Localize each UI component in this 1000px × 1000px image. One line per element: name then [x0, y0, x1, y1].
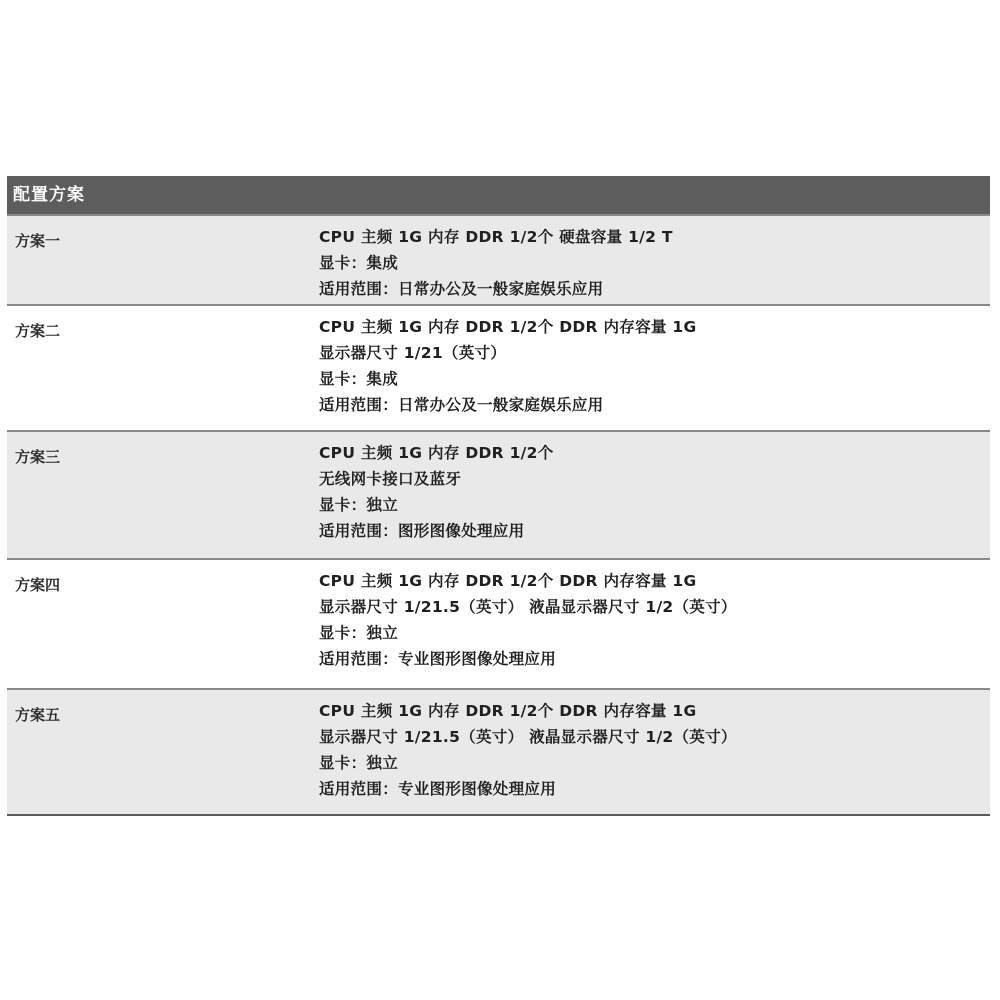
table-row	[7, 430, 990, 558]
row-line: 显示器尺寸 1/21（英寸）	[319, 344, 507, 362]
row-line: 显卡：集成	[319, 370, 399, 388]
row-line: 适用范围：专业图形图像处理应用	[319, 650, 557, 668]
row-line: 显示器尺寸 1/21.5（英寸） 液晶显示器尺寸 1/2（英寸）	[319, 598, 737, 616]
row-line: CPU 主频 1G 内存 DDR 1/2个 DDR 内存容量 1G	[319, 318, 697, 336]
table-row	[7, 688, 990, 814]
row-label: 方案五	[15, 706, 61, 724]
row-line: CPU 主频 1G 内存 DDR 1/2个 DDR 内存容量 1G	[319, 572, 697, 590]
row-label: 方案四	[15, 576, 61, 594]
row-label: 方案三	[15, 448, 61, 466]
table-row	[7, 214, 990, 304]
row-line: 显卡：集成	[319, 254, 399, 272]
config-table	[7, 176, 990, 816]
row-line: 显卡：独立	[319, 496, 399, 514]
row-line: CPU 主频 1G 内存 DDR 1/2个	[319, 444, 554, 462]
row-line: 适用范围：日常办公及一般家庭娱乐应用	[319, 396, 604, 414]
row-body	[313, 560, 990, 688]
row-line: CPU 主频 1G 内存 DDR 1/2个 DDR 内存容量 1G	[319, 702, 697, 720]
row-line: 适用范围：图形图像处理应用	[319, 522, 525, 540]
row-body	[313, 690, 990, 814]
row-body	[313, 216, 990, 304]
table-row	[7, 558, 990, 688]
row-body	[313, 432, 990, 558]
row-label: 方案二	[15, 322, 61, 340]
row-body	[313, 306, 990, 430]
row-line: 无线网卡接口及蓝牙	[319, 470, 462, 488]
row-line: 适用范围：专业图形图像处理应用	[319, 780, 557, 798]
row-line: 显卡：独立	[319, 754, 399, 772]
row-label: 方案一	[15, 232, 61, 250]
row-line: 适用范围：日常办公及一般家庭娱乐应用	[319, 280, 604, 298]
table-row	[7, 304, 990, 430]
row-line: CPU 主频 1G 内存 DDR 1/2个 硬盘容量 1/2 T	[319, 228, 673, 246]
row-line: 显示器尺寸 1/21.5（英寸） 液晶显示器尺寸 1/2（英寸）	[319, 728, 737, 746]
table-header: 配置方案	[7, 176, 990, 214]
row-line: 显卡：独立	[319, 624, 399, 642]
